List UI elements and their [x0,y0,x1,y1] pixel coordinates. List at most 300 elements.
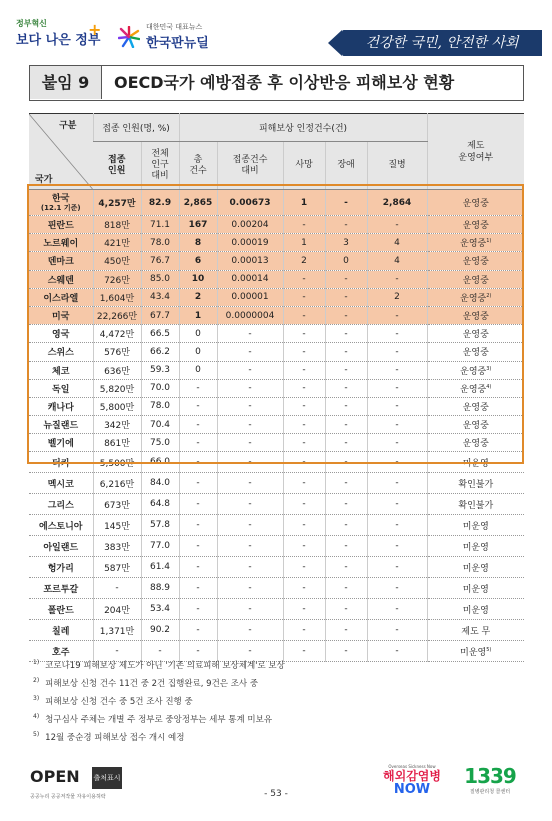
logo1-line2: 보다 나은 정부 [16,33,101,48]
system-status-cell [427,379,524,397]
group-compensation-header: 피해보상 인정건수(건) [179,114,427,142]
death-count-cell: - [283,473,325,494]
country-name: 캐나다 [47,402,74,413]
pop-ratio-cell: 82.9 [141,190,179,216]
total-count-cell: 2,865 [179,190,217,216]
disease-count-cell: - [367,270,427,288]
vacc-count-cell: 587만 [93,557,141,578]
footnote-text: 12월 중순경 피해보상 접수 개시 예정 [45,732,185,743]
disease-count-cell: 4 [367,252,427,270]
disease-count-cell: 2 [367,288,427,306]
logoA-small: Overseas Sickness Now [388,764,436,769]
korea-date-note: (12.1 기준) [40,203,81,212]
total-count-cell: - [179,515,217,536]
logoA-line1: 해외감염병 [383,769,441,783]
table-row [29,361,524,379]
total-count-cell: - [179,641,217,662]
disability-count-cell: - [325,216,367,234]
vacc-count-cell: 861만 [93,434,141,452]
system-status: 확인불가 [458,500,494,511]
disability-header: 장애 [325,142,367,190]
country-name: 호주 [52,647,70,658]
table-row [29,599,524,620]
death-count-cell: - [283,599,325,620]
country-name: 멕시코 [47,479,74,490]
system-status: 미운영 [462,458,489,469]
table-row [29,288,524,306]
system-status-cell [427,325,524,343]
system-status: 미운영 [462,605,489,616]
country-cell [29,325,93,343]
vacc-count-cell: 4,257만 [93,190,141,216]
country-cell [29,343,93,361]
vacc-count-cell: 4,472만 [93,325,141,343]
country-cell [29,252,93,270]
disability-count-cell: - [325,434,367,452]
pop-ratio-cell: 85.0 [141,270,179,288]
death-count-cell: - [283,434,325,452]
footnote-marker: 4) [486,383,492,390]
system-header: 제도 운영여부 [427,114,524,190]
disability-count-cell: - [325,515,367,536]
disability-count-cell: - [325,325,367,343]
vacc-count-cell: 636만 [93,361,141,379]
disease-count-cell: - [367,620,427,641]
vacc-count-cell: 22,266만 [93,306,141,324]
footnote-marker: 5) [486,646,492,653]
disability-count-cell: - [325,361,367,379]
attachment-tag: 붙임 9 [30,66,102,99]
system-status: 운영중 [460,239,487,250]
vs-vacc-cell: - [217,379,283,397]
gov-innovation-logo [16,18,102,52]
pop-ratio-cell: 67.7 [141,306,179,324]
disease-count-cell: - [367,434,427,452]
vs-vacc-cell: - [217,536,283,557]
kogl-caption: 공공누리 공공저작물 자유이용허락 [30,794,106,800]
table-row [29,557,524,578]
vs-vacc-cell: 0.00013 [217,252,283,270]
attribution-badge: 출처표시 [92,767,122,789]
country-name: 터키 [52,458,70,469]
vs-vacc-cell: - [217,416,283,434]
vacc-count-cell: 5,500만 [93,452,141,473]
disability-count-cell: - [325,599,367,620]
system-status: 미운영 [460,647,487,658]
footnote-mark: 3) [33,695,40,702]
vacc-count-cell: 818만 [93,216,141,234]
system-status-cell [427,343,524,361]
country-name: 스위스 [47,348,74,359]
vs-vacc-cell: 0.00019 [217,234,283,252]
logoB-number: 1339 [464,764,516,788]
table-row [29,325,524,343]
overseas-disease-logo [382,764,442,808]
footnote-text: 청구심사 주체는 개별 주 정부로 중앙정부는 세부 통계 미보유 [45,714,273,725]
system-status: 제도 무 [461,626,491,637]
table-row [29,190,524,216]
system-status: 운영중 [462,348,489,359]
vacc-count-cell: 383만 [93,536,141,557]
pop-ratio-cell: 88.9 [141,578,179,599]
country-cell [29,494,93,515]
pop-ratio-cell: 78.0 [141,397,179,415]
country-cell [29,434,93,452]
total-count-cell: - [179,379,217,397]
country-cell [29,270,93,288]
vs-vacc-cell: - [217,343,283,361]
death-count-cell: - [283,379,325,397]
disability-count-cell: - [325,379,367,397]
pop-ratio-cell: 76.7 [141,252,179,270]
callcenter-1339-logo [452,764,528,808]
disease-count-cell: - [367,578,427,599]
country-name: 노르웨이 [43,239,79,250]
system-status-cell [427,306,524,324]
vacc-count-cell: 1,604만 [93,288,141,306]
death-count-cell: - [283,578,325,599]
system-status-cell [427,599,524,620]
disability-count-cell: 0 [325,252,367,270]
logo2-big-text: 한국판뉴딜 [146,36,209,51]
total-count-cell: - [179,397,217,415]
vacc-count-cell: - [93,578,141,599]
vacc-count-cell: 6,216만 [93,473,141,494]
system-status-cell [427,515,524,536]
pop-ratio-cell: - [141,641,179,662]
disease-count-cell: - [367,599,427,620]
footnote-marker: 2) [486,292,492,299]
table-row [29,536,524,557]
footnote-mark: 4) [33,713,40,720]
disease-count-cell: - [367,379,427,397]
death-count-cell: 1 [283,190,325,216]
disability-count-cell: - [325,494,367,515]
pop-ratio-cell: 57.8 [141,515,179,536]
death-count-cell: - [283,515,325,536]
page-number: - 53 - [264,789,288,799]
vs-vacc-cell: 0.00673 [217,190,283,216]
system-status: 운영중 [462,402,489,413]
system-status: 운영중 [462,312,489,323]
table-row [29,234,524,252]
vacc-count-cell: 576만 [93,343,141,361]
vacc-count-cell: 726만 [93,270,141,288]
total-count-cell: 0 [179,361,217,379]
footnote [33,726,523,744]
system-status: 운영중 [460,293,487,304]
vs-vacc-cell: - [217,620,283,641]
disease-header: 질병 [367,142,427,190]
system-status-cell [427,473,524,494]
country-name: 헝가리 [47,563,74,574]
table-row [29,578,524,599]
section-title [29,65,524,101]
vs-vacc-cell: 0.00014 [217,270,283,288]
death-count-cell: - [283,397,325,415]
system-status-cell [427,416,524,434]
disease-count-cell: - [367,473,427,494]
vs-vacc-cell: - [217,434,283,452]
footnote-text: 피해보상 신청 건수 11건 중 2건 집행완료, 9건은 조사 중 [45,678,259,689]
disease-count-cell: - [367,306,427,324]
vs-vacc-cell: - [217,578,283,599]
pop-ratio-cell: 61.4 [141,557,179,578]
disability-count-cell: - [325,473,367,494]
country-name: 포르투갈 [43,584,79,595]
table-row [29,270,524,288]
page-header [0,0,552,62]
system-status-cell [427,216,524,234]
vs-vacc-cell: 0.00204 [217,216,283,234]
table-row [29,473,524,494]
footnote-text: 코로나19 피해보상 제도가 아닌 '기존 의료피해 보상체계'로 보상 [45,660,285,671]
death-count-cell: - [283,557,325,578]
footnote [33,672,523,690]
footnotes [33,654,523,744]
country-name: 이스라엘 [43,293,79,304]
disease-count-cell: - [367,452,427,473]
system-status-cell [427,434,524,452]
group-vaccination-header: 접종 인원(명, %) [93,114,179,142]
system-status: 미운영 [462,563,489,574]
disease-count-cell: - [367,325,427,343]
disability-count-cell: - [325,397,367,415]
vacc-count-cell: 673만 [93,494,141,515]
system-status-cell [427,361,524,379]
total-count-cell: - [179,452,217,473]
country-name: 미국 [52,312,70,323]
pop-ratio-cell: 53.4 [141,599,179,620]
system-status-cell [427,620,524,641]
system-status-cell [427,397,524,415]
total-count-cell: - [179,473,217,494]
system-status: 운영중 [462,330,489,341]
disability-count-cell: - [325,452,367,473]
country-cell [29,288,93,306]
vs-vacc-cell: - [217,325,283,343]
pop-ratio-cell: 71.1 [141,216,179,234]
vacc-count-cell: 145만 [93,515,141,536]
system-status: 운영중 [462,221,489,232]
system-status-cell [427,190,524,216]
system-status: 운영중 [462,199,489,209]
table-row [29,515,524,536]
country-cell [29,557,93,578]
disability-count-cell: - [325,557,367,578]
pop-ratio-cell: 66.0 [141,452,179,473]
country-cell [29,306,93,324]
system-status-cell [427,536,524,557]
country-cell [29,473,93,494]
pop-ratio-cell: 70.0 [141,379,179,397]
footnote [33,654,523,672]
vs-vacc-cell: - [217,361,283,379]
disease-count-cell: 4 [367,234,427,252]
system-status: 미운영 [462,584,489,595]
pop-ratio-cell: 70.4 [141,416,179,434]
table-row [29,452,524,473]
death-count-cell: - [283,270,325,288]
table-row [29,252,524,270]
pop-ratio-cell: 66.5 [141,325,179,343]
pop-ratio-header: 전체 인구 대비 [141,142,179,190]
table-row [29,397,524,415]
footnote [33,708,523,726]
disability-count-cell: - [325,620,367,641]
total-count-cell: 1 [179,306,217,324]
pop-ratio-cell: 75.0 [141,434,179,452]
system-status: 운영중 [462,275,489,286]
disability-count-cell: - [325,641,367,662]
country-cell [29,361,93,379]
pop-ratio-cell: 43.4 [141,288,179,306]
vs-vacc-cell: - [217,452,283,473]
country-name: 영국 [52,330,70,341]
vs-vacc-cell: - [217,494,283,515]
disability-count-cell: - [325,578,367,599]
death-count-cell: - [283,343,325,361]
burst-icon [118,26,140,48]
table-row [29,343,524,361]
disease-count-cell: - [367,361,427,379]
country-name: 칠레 [52,626,70,637]
logoA-line2: NOW [393,782,431,797]
system-status-cell [427,578,524,599]
footnote-marker: 3) [486,365,492,372]
death-count-cell: 1 [283,234,325,252]
country-name: 벨기에 [47,439,74,450]
country-cell [29,416,93,434]
vs-vacc-cell: - [217,641,283,662]
system-status-cell [427,557,524,578]
country-name: 에스토니아 [39,521,83,532]
table-row [29,494,524,515]
plus-icon: + [88,20,102,39]
kogl-open-logo [30,767,134,805]
disability-count-cell: - [325,306,367,324]
total-count-cell: - [179,434,217,452]
open-label: OPEN [30,767,80,786]
total-count-cell: 0 [179,325,217,343]
country-cell [29,536,93,557]
vs-vacc-cell: - [217,473,283,494]
total-count-cell: - [179,599,217,620]
table-row [29,379,524,397]
logo1-line1: 정부혁신 [16,19,47,28]
compensation-table [29,113,524,662]
disease-count-cell: - [367,515,427,536]
disease-count-cell: - [367,416,427,434]
table-row [29,620,524,641]
total-count-cell: - [179,557,217,578]
death-count-cell: - [283,494,325,515]
table-row [29,306,524,324]
vs-vacc-header: 접종건수 대비 [217,142,283,190]
system-status-cell [427,234,524,252]
total-count-header: 총 건수 [179,142,217,190]
pop-ratio-cell: 77.0 [141,536,179,557]
total-count-cell: 10 [179,270,217,288]
logoB-caption: 질병관리청 콜센터 [469,789,511,795]
disease-count-cell: - [367,536,427,557]
death-count-cell: - [283,361,325,379]
country-cell [29,578,93,599]
footnote [33,690,523,708]
total-count-cell: 8 [179,234,217,252]
table-row [29,216,524,234]
total-count-cell: 2 [179,288,217,306]
country-name: 스웨덴 [47,275,74,286]
table-row [29,434,524,452]
vs-vacc-cell: - [217,599,283,620]
disease-count-cell: - [367,343,427,361]
system-status-cell [427,494,524,515]
death-count-cell: - [283,216,325,234]
country-name: 체코 [52,366,70,377]
title-text: OECD국가 예방접종 후 이상반응 피해보상 현황 [114,73,455,92]
disability-count-cell: - [325,416,367,434]
system-status: 운영중 [462,421,489,432]
system-status: 운영중 [462,257,489,268]
disease-count-cell: - [367,397,427,415]
disease-count-cell: 2,864 [367,190,427,216]
country-cell [29,620,93,641]
death-count-cell: - [283,452,325,473]
system-status: 운영중 [462,439,489,450]
disease-count-cell: - [367,641,427,662]
total-count-cell: 6 [179,252,217,270]
slogan-text: 건강한 국민, 안전한 사회 [365,35,519,51]
vs-vacc-cell: 0.0000004 [217,306,283,324]
country-name: 아일랜드 [43,542,79,553]
logo2-small-text: 대한민국 대표뉴스 [146,23,203,31]
total-count-cell: - [179,536,217,557]
disability-count-cell: - [325,536,367,557]
vacc-count-cell: 450만 [93,252,141,270]
table-body [29,190,524,662]
total-count-cell: - [179,578,217,599]
total-count-cell: 167 [179,216,217,234]
system-status-cell [427,288,524,306]
vacc-count-cell: 5,800만 [93,397,141,415]
slogan-banner [342,30,542,56]
vacc-count-cell: 5,820만 [93,379,141,397]
vacc-count-cell: - [93,641,141,662]
pop-ratio-cell: 84.0 [141,473,179,494]
vs-vacc-cell: - [217,397,283,415]
death-count-cell: - [283,416,325,434]
vacc-count-cell: 421만 [93,234,141,252]
system-status-cell [427,452,524,473]
vacc-count-cell: 342만 [93,416,141,434]
death-count-cell: - [283,641,325,662]
disease-count-cell: - [367,216,427,234]
country-name: 그리스 [47,500,74,511]
death-header: 사망 [283,142,325,190]
system-status: 확인불가 [458,479,494,490]
corner-bottom-label: 국가 [35,175,53,185]
country-name: 한국 [52,193,70,204]
country-cell [29,515,93,536]
pop-ratio-cell: 64.8 [141,494,179,515]
death-count-cell: - [283,536,325,557]
footnote-mark: 1) [33,659,40,666]
country-cell [29,190,93,216]
country-cell [29,379,93,397]
total-count-cell: - [179,494,217,515]
country-cell [29,216,93,234]
